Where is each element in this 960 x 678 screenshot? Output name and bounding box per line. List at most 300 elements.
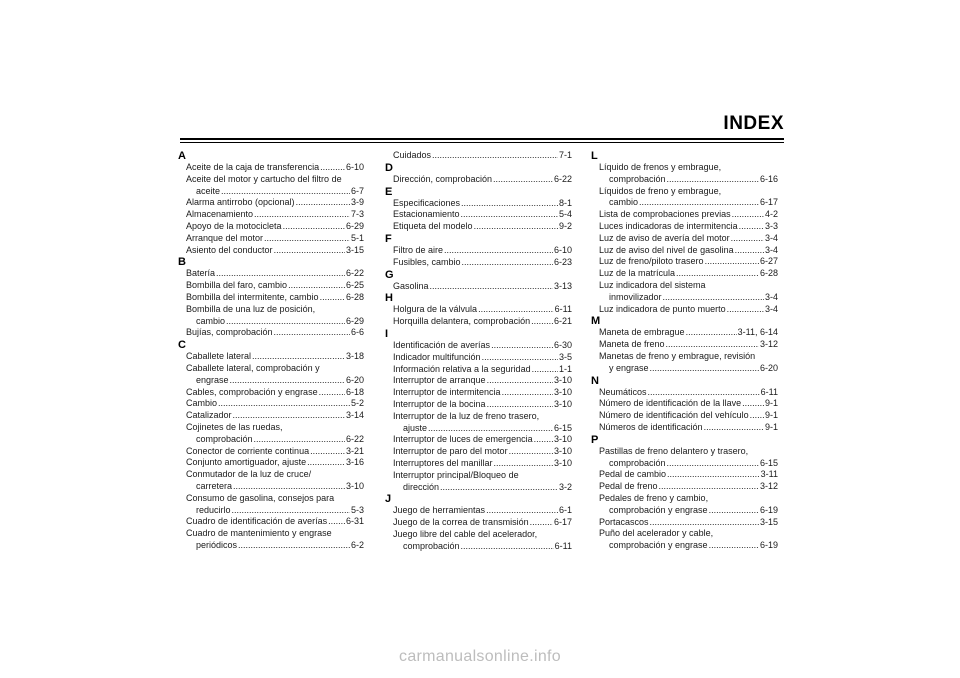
index-term: Estacionamiento	[393, 209, 460, 220]
index-entry-line	[186, 363, 364, 375]
index-term: Puño del acelerador y cable,	[599, 528, 714, 539]
dot-leader	[430, 281, 553, 293]
index-term: Luz de aviso del nivel de gasolina	[599, 244, 734, 255]
index-letter-heading: B	[178, 256, 186, 269]
page-number: 6-18	[345, 386, 364, 397]
index-entry-line	[186, 434, 364, 446]
index-entry	[178, 457, 364, 469]
index-term: Juego de la correa de transmisión	[393, 517, 529, 528]
page-number: 3-15	[759, 516, 778, 527]
dot-leader	[218, 398, 350, 410]
index-term: Etiqueta del modelo	[393, 221, 473, 232]
index-entry-line	[186, 197, 364, 209]
page-number: 5-2	[350, 398, 364, 409]
index-entry	[385, 245, 572, 257]
index-entry-line	[599, 327, 778, 339]
index-entry	[591, 162, 778, 186]
index-entry	[178, 304, 364, 328]
index-entry-line	[186, 174, 364, 186]
index-entry-line	[599, 339, 778, 351]
dot-leader	[320, 162, 345, 174]
index-entry-line	[186, 540, 364, 552]
index-entry	[591, 398, 778, 410]
index-entry	[385, 281, 572, 293]
index-term: Maneta de freno	[599, 339, 665, 350]
dot-leader	[274, 245, 345, 257]
dot-leader	[296, 197, 350, 209]
index-entry	[178, 197, 364, 209]
index-entry-line	[186, 268, 364, 280]
index-term: Cuidados	[393, 150, 432, 160]
page-number: 3-10	[553, 398, 572, 409]
index-term: Luz de freno/piloto trasero	[599, 256, 704, 267]
index-term: Interruptores del manillar	[393, 457, 493, 468]
page-number: 3-18	[345, 351, 364, 362]
page-number: 7-3	[350, 209, 364, 220]
dot-leader	[531, 316, 553, 328]
index-entry	[591, 339, 778, 351]
page-number: 3-4	[764, 244, 778, 255]
index-entry-line	[186, 457, 364, 469]
dot-leader	[659, 481, 759, 493]
dot-leader	[221, 186, 350, 198]
dot-leader	[461, 198, 558, 210]
index-entry-line	[599, 186, 778, 198]
dot-leader	[532, 364, 558, 376]
page-number: 9-1	[764, 410, 778, 421]
index-term: Bombilla del faro, cambio	[186, 280, 288, 291]
index-letter-heading: C	[178, 339, 186, 352]
page-number: 9-2	[558, 221, 572, 232]
index-term: cambio	[609, 197, 639, 208]
index-entry	[385, 375, 572, 387]
index-entry-line	[599, 422, 778, 434]
index-term: Luz indicadora del sistema	[599, 279, 706, 290]
index-entry-line	[393, 505, 572, 517]
page-number: 5-4	[558, 209, 572, 220]
index-term: Luz de la matrícula	[599, 268, 676, 279]
page-title: INDEX	[723, 113, 784, 134]
index-entry-line	[393, 470, 572, 482]
dot-leader	[742, 398, 764, 410]
dot-leader	[216, 268, 345, 280]
page-number: 5-3	[350, 504, 364, 515]
index-column-2	[385, 150, 572, 553]
index-entry-line	[186, 516, 364, 528]
dot-leader	[709, 540, 759, 552]
page-number: 3-12	[759, 339, 778, 350]
index-term: Número de identificación del vehículo	[599, 410, 749, 421]
index-entry-line	[186, 186, 364, 198]
index-term: Bombilla de una luz de posición,	[186, 303, 316, 314]
index-entry	[385, 340, 572, 352]
index-entry	[385, 221, 572, 233]
index-term: Cuadro de identificación de averías	[186, 516, 328, 527]
dot-leader	[462, 257, 553, 269]
index-term: Bombilla del intermitente, cambio	[186, 291, 319, 302]
index-entry-line	[599, 256, 778, 268]
index-entry-line	[393, 221, 572, 233]
index-entry	[178, 280, 364, 292]
page-number: 3-4	[764, 232, 778, 243]
page-number: 3-10	[553, 434, 572, 445]
dot-leader	[667, 458, 759, 470]
index-entry	[385, 352, 572, 364]
index-term: inmovilizador	[609, 291, 662, 302]
index-entry	[591, 351, 778, 375]
page-number: 3-21	[345, 445, 364, 456]
page-number: 3-16	[345, 457, 364, 468]
index-term: Cuadro de mantenimiento y engrase	[186, 528, 332, 539]
page-number: 3-11, 6-14	[737, 327, 778, 338]
dot-leader	[461, 541, 554, 553]
page-number: 6-20	[759, 362, 778, 373]
index-entry	[178, 268, 364, 280]
dot-leader	[705, 256, 759, 268]
index-entry	[178, 233, 364, 245]
index-term: aceite	[196, 185, 221, 196]
index-entry-line	[186, 209, 364, 221]
index-entry	[385, 458, 572, 470]
page-number: 6-15	[759, 457, 778, 468]
index-entry-line	[393, 150, 572, 162]
index-entry-line	[599, 363, 778, 375]
index-entry-line	[393, 245, 572, 257]
index-entry	[385, 505, 572, 517]
dot-leader	[254, 209, 350, 221]
index-term: ajuste	[403, 422, 428, 433]
index-term: cambio	[196, 315, 226, 326]
index-entry	[178, 292, 364, 304]
index-term: Gasolina	[393, 280, 429, 291]
page-number: 6-1	[558, 505, 572, 516]
dot-leader	[432, 150, 558, 162]
index-term: Catalizador	[186, 410, 232, 421]
index-entry-line	[393, 399, 572, 411]
index-term: Neumáticos	[599, 386, 647, 397]
index-term: Luces indicadoras de intermitencia	[599, 220, 738, 231]
index-entry-line	[599, 280, 778, 292]
index-entry	[385, 174, 572, 186]
index-entry	[591, 245, 778, 257]
index-entry	[178, 351, 364, 363]
index-term: Identificación de averías	[393, 339, 491, 350]
index-entry	[178, 162, 364, 174]
page-number: 3-3	[764, 220, 778, 231]
dot-leader	[502, 387, 553, 399]
index-entry	[178, 410, 364, 422]
index-entry-line	[186, 398, 364, 410]
index-term: Cambio	[186, 398, 218, 409]
index-term: Conjunto amortiguador, ajuste	[186, 457, 307, 468]
index-entry-line	[599, 446, 778, 458]
page-number: 6-28	[759, 268, 778, 279]
index-entry	[591, 233, 778, 245]
index-entry-line	[599, 493, 778, 505]
index-letter-heading: N	[591, 374, 599, 387]
index-entry-line	[393, 482, 572, 494]
index-term: Especificaciones	[393, 197, 461, 208]
index-entry-line	[393, 340, 572, 352]
index-entry-line	[393, 434, 572, 446]
page-number: 3-10	[553, 375, 572, 386]
index-entry-line	[599, 398, 778, 410]
index-column-3	[591, 150, 778, 552]
dot-leader	[493, 174, 553, 186]
page-number: 6-19	[759, 540, 778, 551]
index-entry	[385, 399, 572, 411]
dot-leader	[494, 458, 553, 470]
dot-leader	[328, 516, 345, 528]
index-letter-heading: G	[385, 268, 394, 281]
page-number: 3-10	[345, 480, 364, 491]
index-term: Líquido de frenos y embrague,	[599, 162, 722, 172]
dot-leader	[667, 174, 759, 186]
dot-leader	[709, 505, 759, 517]
index-entry	[591, 209, 778, 221]
watermark: carmanualsonline.info	[399, 648, 561, 665]
index-term: Almacenamiento	[186, 209, 254, 220]
dot-leader	[650, 363, 759, 375]
index-entry-line	[186, 221, 364, 233]
index-entry-line	[186, 162, 364, 174]
index-term: Pedales de freno y cambio,	[599, 492, 709, 503]
index-entry-line	[186, 387, 364, 399]
dot-leader	[319, 387, 345, 399]
index-entry-line	[599, 174, 778, 186]
index-entry-line	[599, 481, 778, 493]
dot-leader	[440, 482, 558, 494]
dot-leader	[233, 410, 345, 422]
page-number: 6-31	[345, 516, 364, 527]
page-number: 9-1	[764, 421, 778, 432]
dot-leader	[428, 423, 553, 435]
page-number: 3-11	[760, 469, 778, 480]
index-term: Arranque del motor	[186, 232, 264, 243]
index-entry	[591, 422, 778, 434]
index-term: Aceite de la caja de transferencia	[186, 162, 320, 172]
index-entry-line	[599, 387, 778, 399]
page-number: 6-6	[350, 327, 364, 338]
page-number: 3-13	[553, 280, 572, 291]
dot-leader	[264, 233, 350, 245]
index-entry-line	[186, 446, 364, 458]
index-term: comprobación y engrase	[609, 504, 708, 515]
page-number: 3-14	[345, 410, 364, 421]
index-term: reducirlo	[196, 504, 231, 515]
index-entry	[178, 398, 364, 410]
index-entry-line	[393, 529, 572, 541]
index-entry-line	[186, 245, 364, 257]
index-entry	[385, 198, 572, 210]
dot-leader	[233, 481, 345, 493]
index-entry	[385, 470, 572, 494]
index-entry-line	[599, 268, 778, 280]
dot-leader	[230, 375, 345, 387]
dot-leader	[648, 387, 760, 399]
page-number: 3-9	[350, 197, 364, 208]
index-entry	[591, 268, 778, 280]
index-entry-line	[393, 198, 572, 210]
index-entry-line	[186, 280, 364, 292]
index-entry-line	[599, 245, 778, 257]
page-number: 6-15	[553, 422, 572, 433]
dot-leader	[735, 245, 764, 257]
index-entry-line	[599, 469, 778, 481]
index-entry-line	[186, 410, 364, 422]
index-entry	[178, 387, 364, 399]
index-term: periódicos	[196, 539, 238, 550]
dot-leader	[509, 446, 553, 458]
index-entry	[178, 528, 364, 552]
index-term: Asiento del conductor	[186, 244, 273, 255]
index-entry	[178, 363, 364, 387]
index-term: comprobación	[403, 540, 460, 551]
index-entry-line	[599, 197, 778, 209]
index-term: Interruptor de la luz de freno trasero,	[393, 410, 540, 421]
dot-leader	[676, 268, 759, 280]
index-term: Líquidos de freno y embrague,	[599, 185, 722, 196]
index-term: Consumo de gasolina, consejos para	[186, 492, 335, 503]
index-entry-line	[599, 351, 778, 363]
index-entry-line	[186, 316, 364, 328]
page-number: 7-1	[558, 150, 572, 160]
index-entry-line	[186, 505, 364, 517]
index-entry	[385, 316, 572, 328]
index-term: Horquilla delantera, comprobación	[393, 316, 531, 327]
index-entry-line	[393, 352, 572, 364]
page-number: 3-15	[345, 244, 364, 255]
page-number: 3-10	[553, 446, 572, 457]
index-term: Indicador multifunción	[393, 351, 481, 362]
index-letter-heading: L	[591, 150, 598, 162]
dot-leader	[307, 457, 345, 469]
page-number: 6-22	[345, 433, 364, 444]
index-term: carretera	[196, 480, 233, 491]
index-term: Holgura de la válvula	[393, 304, 478, 315]
index-entry-line	[599, 528, 778, 540]
index-term: Luz indicadora de punto muerto	[599, 303, 726, 314]
index-entry-line	[393, 316, 572, 328]
index-term: y engrase	[609, 362, 649, 373]
index-term: Pastillas de freno delantero y trasero,	[599, 445, 749, 456]
index-entry-line	[186, 469, 364, 481]
index-entry-line	[599, 505, 778, 517]
index-entry	[178, 209, 364, 221]
index-entry-line	[186, 351, 364, 363]
page-number: 6-29	[345, 220, 364, 231]
page-number: 6-25	[345, 280, 364, 291]
dot-leader	[288, 280, 345, 292]
index-entry	[178, 446, 364, 458]
dot-leader	[667, 469, 760, 481]
index-entry	[591, 410, 778, 422]
index-entry-line	[393, 209, 572, 221]
page-number: 4-2	[764, 209, 778, 220]
page-number: 6-19	[759, 504, 778, 515]
index-entry	[178, 327, 364, 339]
page-number: 9-1	[764, 398, 778, 409]
index-entry	[591, 327, 778, 339]
dot-leader	[663, 292, 764, 304]
index-entry-line	[599, 410, 778, 422]
index-entry-line	[599, 221, 778, 233]
index-entry-line	[599, 209, 778, 221]
index-entry-line	[186, 422, 364, 434]
index-term: Número de identificación de la llave	[599, 398, 742, 409]
dot-leader	[727, 304, 764, 316]
index-term: Números de identificación	[599, 421, 703, 432]
dot-leader	[731, 233, 764, 245]
index-term: Cojinetes de las ruedas,	[186, 421, 283, 432]
index-term: Cables, comprobación y engrase	[186, 386, 318, 397]
index-entry-line	[393, 281, 572, 293]
index-entry-line	[393, 458, 572, 470]
index-term: Lista de comprobaciones previas	[599, 209, 731, 220]
index-term: Luz de aviso de avería del motor	[599, 232, 730, 243]
dot-leader	[491, 340, 553, 352]
index-term: Caballete lateral, comprobación y	[186, 362, 320, 373]
index-term: Aceite del motor y cartucho del filtro de	[186, 173, 342, 184]
index-entry-line	[599, 517, 778, 529]
page-number: 3-10	[553, 387, 572, 398]
index-term: comprobación	[609, 173, 666, 184]
index-entry-line	[599, 162, 778, 174]
index-term: Interruptor de la bocina	[393, 398, 486, 409]
header-rule-thin	[180, 142, 784, 143]
page-number: 6-7	[350, 185, 364, 196]
index-letter-heading: E	[385, 185, 393, 198]
page-number: 5-1	[350, 232, 364, 243]
page-number: 6-11	[554, 304, 572, 315]
index-entry-line	[393, 364, 572, 376]
index-entry-line	[599, 304, 778, 316]
index-letter-heading: F	[385, 232, 392, 245]
page-number: 6-23	[553, 256, 572, 267]
dot-leader	[274, 327, 350, 339]
page-number: 6-21	[553, 316, 572, 327]
dot-leader	[530, 517, 553, 529]
page-number: 6-17	[759, 197, 778, 208]
index-entry	[178, 221, 364, 233]
index-entry	[385, 209, 572, 221]
index-entry	[591, 528, 778, 552]
index-entry	[591, 186, 778, 210]
header-rule-thick	[180, 138, 784, 140]
page-number: 3-2	[558, 481, 572, 492]
index-entry	[385, 446, 572, 458]
index-letter-heading: H	[385, 292, 393, 305]
index-entry-line	[393, 257, 572, 269]
dot-leader	[739, 221, 764, 233]
dot-leader	[704, 422, 764, 434]
index-term: Interruptor de paro del motor	[393, 446, 508, 457]
index-entry	[591, 221, 778, 233]
index-term: Conector de corriente continua	[186, 445, 310, 456]
index-entry	[385, 517, 572, 529]
index-term: Juego de herramientas	[393, 505, 486, 516]
page-number: 3-10	[553, 457, 572, 468]
index-term: Interruptor de arranque	[393, 375, 486, 386]
index-term: Interruptor de intermitencia	[393, 387, 501, 398]
index-entry	[178, 493, 364, 517]
index-term: Conmutador de la luz de cruce/	[186, 469, 312, 480]
page-number: 3-12	[759, 481, 778, 492]
dot-leader	[534, 434, 553, 446]
index-entry	[591, 387, 778, 399]
page-number: 6-22	[553, 173, 572, 184]
index-entry-line	[186, 375, 364, 387]
